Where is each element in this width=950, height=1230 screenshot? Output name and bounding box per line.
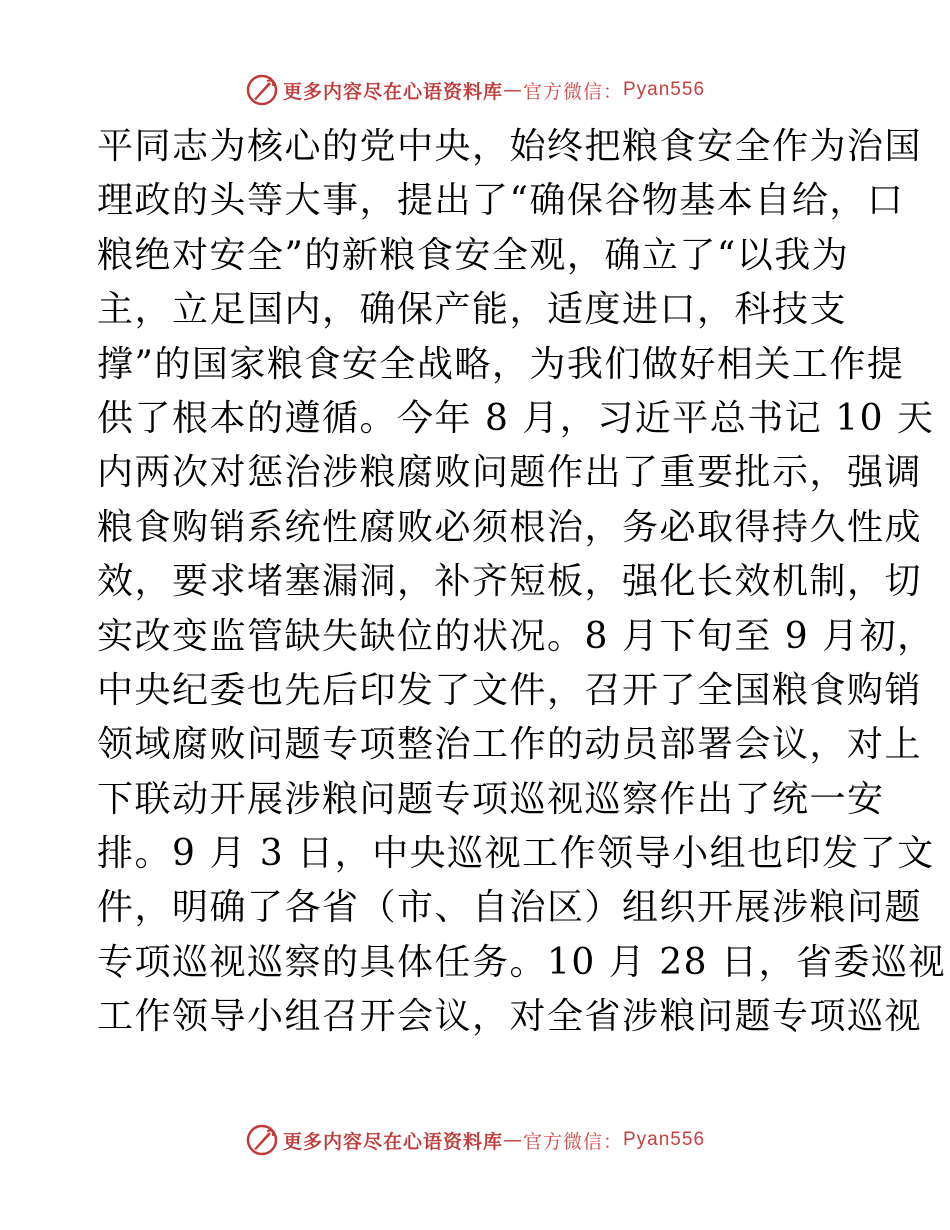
banner-wechat-id: Pyan556	[623, 79, 706, 100]
body-line: 理政的头等大事，提出了“确保谷物基本自给，口	[97, 180, 905, 222]
quill-pen-logo-icon	[245, 73, 279, 107]
banner-wechat-label: 官方微信：	[522, 80, 623, 103]
body-line: 下联动开展涉粮问题专项巡视巡察作出了统一安	[97, 778, 885, 820]
body-line: 粮食购销系统性腐败必须根治，务必取得持久性成	[97, 506, 923, 548]
body-line: 排。9 月 3 日，中央巡视工作领导小组也印发了文	[97, 833, 935, 875]
quill-pen-logo-icon	[245, 1123, 279, 1157]
header-banner	[0, 70, 950, 110]
body-line: 实改变监管缺失缺位的状况。8 月下旬至 9 月初，	[97, 615, 935, 657]
body-line: 专项巡视巡察的具体任务。10 月 28 日，省委巡视	[97, 941, 946, 983]
footer-banner	[0, 1120, 950, 1160]
body-line: 效，要求堵塞漏洞，补齐短板，强化长效机制，切	[97, 561, 923, 603]
body-line: 供了根本的遵循。今年 8 月，习近平总书记 10 天	[97, 397, 935, 439]
banner-dash: —	[502, 79, 523, 101]
body-line: 领域腐败问题专项整治工作的动员部署会议，对上	[97, 724, 923, 766]
body-line: 件，明确了各省（市、自治区）组织开展涉粮问题	[97, 887, 923, 929]
banner-wechat-label: 官方微信：	[522, 1130, 623, 1153]
body-line: 主，立足国内，确保产能，适度进口，科技支	[97, 289, 848, 331]
body-line: 内两次对惩治涉粮腐败问题作出了重要批示，强调	[97, 452, 923, 494]
body-line: 平同志为核心的党中央，始终把粮食安全作为治国	[97, 126, 923, 167]
body-line: 撑”的国家粮食安全战略，为我们做好相关工作提	[97, 343, 905, 385]
banner-dash: —	[502, 1129, 523, 1151]
banner-wechat-id: Pyan556	[623, 1129, 706, 1150]
banner-title: 更多内容尽在心语资料库	[282, 1130, 503, 1153]
body-line: 工作领导小组召开会议，对全省涉粮问题专项巡视	[97, 996, 923, 1038]
banner-title: 更多内容尽在心语资料库	[282, 80, 503, 103]
body-line: 中央纪委也先后印发了文件，召开了全国粮食购销	[97, 669, 923, 711]
document-body	[97, 120, 946, 1045]
body-line: 粮绝对安全”的新粮食安全观，确立了“以我为	[97, 234, 850, 276]
